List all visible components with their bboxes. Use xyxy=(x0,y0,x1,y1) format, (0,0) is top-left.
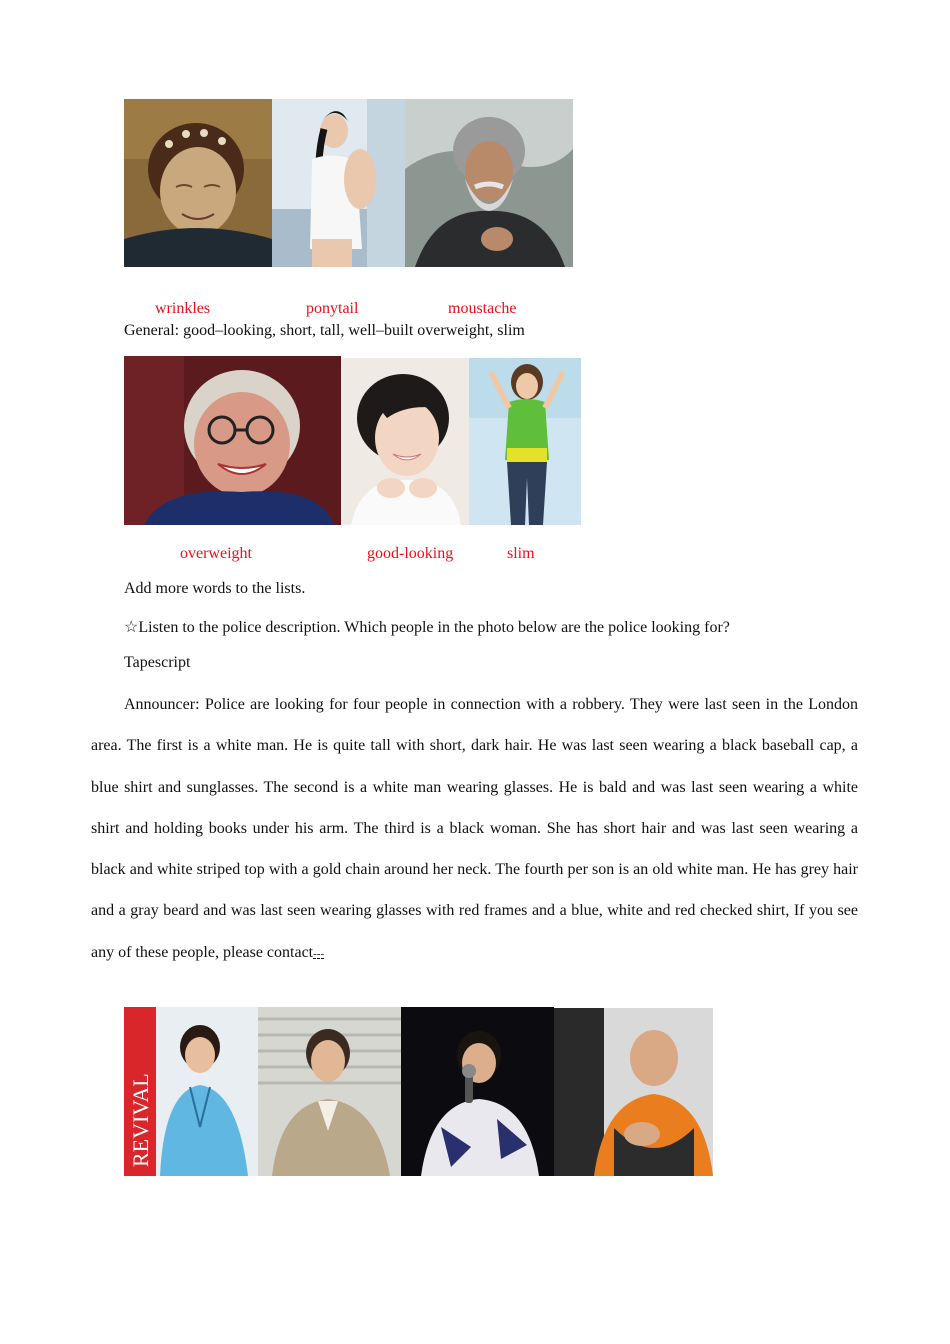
label-moustache: moustache xyxy=(448,300,517,317)
label-overweight: overweight xyxy=(180,545,252,562)
man-beige-suit-photo xyxy=(258,1007,401,1176)
tapescript-heading: Tapescript xyxy=(124,654,191,671)
slim-woman-standing-photo xyxy=(469,358,581,525)
singer-microphone-photo xyxy=(401,1007,554,1176)
photo-moustache xyxy=(405,99,573,267)
label-ponytail: ponytail xyxy=(306,300,359,317)
elderly-woman-wrinkles-photo xyxy=(124,99,272,267)
overweight-woman-glasses-photo xyxy=(124,356,341,525)
label-good-looking: good-looking xyxy=(367,545,454,562)
add-more-instruction: Add more words to the lists. xyxy=(124,580,306,597)
listen-task: ☆Listen to the police description. Which people in the photo below are the police looking for? xyxy=(124,619,730,636)
photo-slim xyxy=(469,358,581,525)
label-wrinkles: wrinkles xyxy=(155,300,211,317)
photo-overweight xyxy=(124,356,341,525)
tapescript-ellipsis: --- xyxy=(313,947,325,960)
photo-suspect-1 xyxy=(124,1007,258,1176)
photo-suspect-2 xyxy=(258,1007,401,1176)
woman-ponytail-photo xyxy=(272,99,405,267)
photo-suspect-3 xyxy=(401,1007,554,1176)
tapescript-body: Announcer: Police are looking for four people in connection with a robbery. They were last seen in the London area. The first is a white man. He is quite tall with short, dark hair. He was last seen wearing a black baseball cap, a blue shirt and sunglasses. The second is a white man wearing glasses. He is bald and was last seen wearing a white shirt and holding books under his arm. The third is a black woman. She has short hair and was last seen wearing a black and white striped top with a gold chain around her neck. The fourth per son is an old white man. He has grey hair and a gray beard and was last seen wearing glasses with red frames and a blue, white and red checked shirt, If you see any of these people, please contact xyxy=(91,696,858,961)
tapescript-paragraph xyxy=(91,684,858,975)
bald-man-orange-jacket-photo xyxy=(554,1008,713,1176)
label-slim: slim xyxy=(507,545,535,562)
photo-suspect-4 xyxy=(554,1008,713,1176)
photo-good-looking xyxy=(341,358,469,525)
revival-text: REVIVAL xyxy=(128,1073,153,1167)
photo-ponytail xyxy=(272,99,405,267)
smiling-girl-short-hair-photo xyxy=(341,358,469,525)
photo-wrinkles xyxy=(124,99,272,267)
general-words-line: General: good–looking, short, tall, well–built overweight, slim xyxy=(124,322,525,339)
man-moustache-beard-photo xyxy=(405,99,573,267)
young-man-blue-shirt-photo xyxy=(124,1007,258,1176)
